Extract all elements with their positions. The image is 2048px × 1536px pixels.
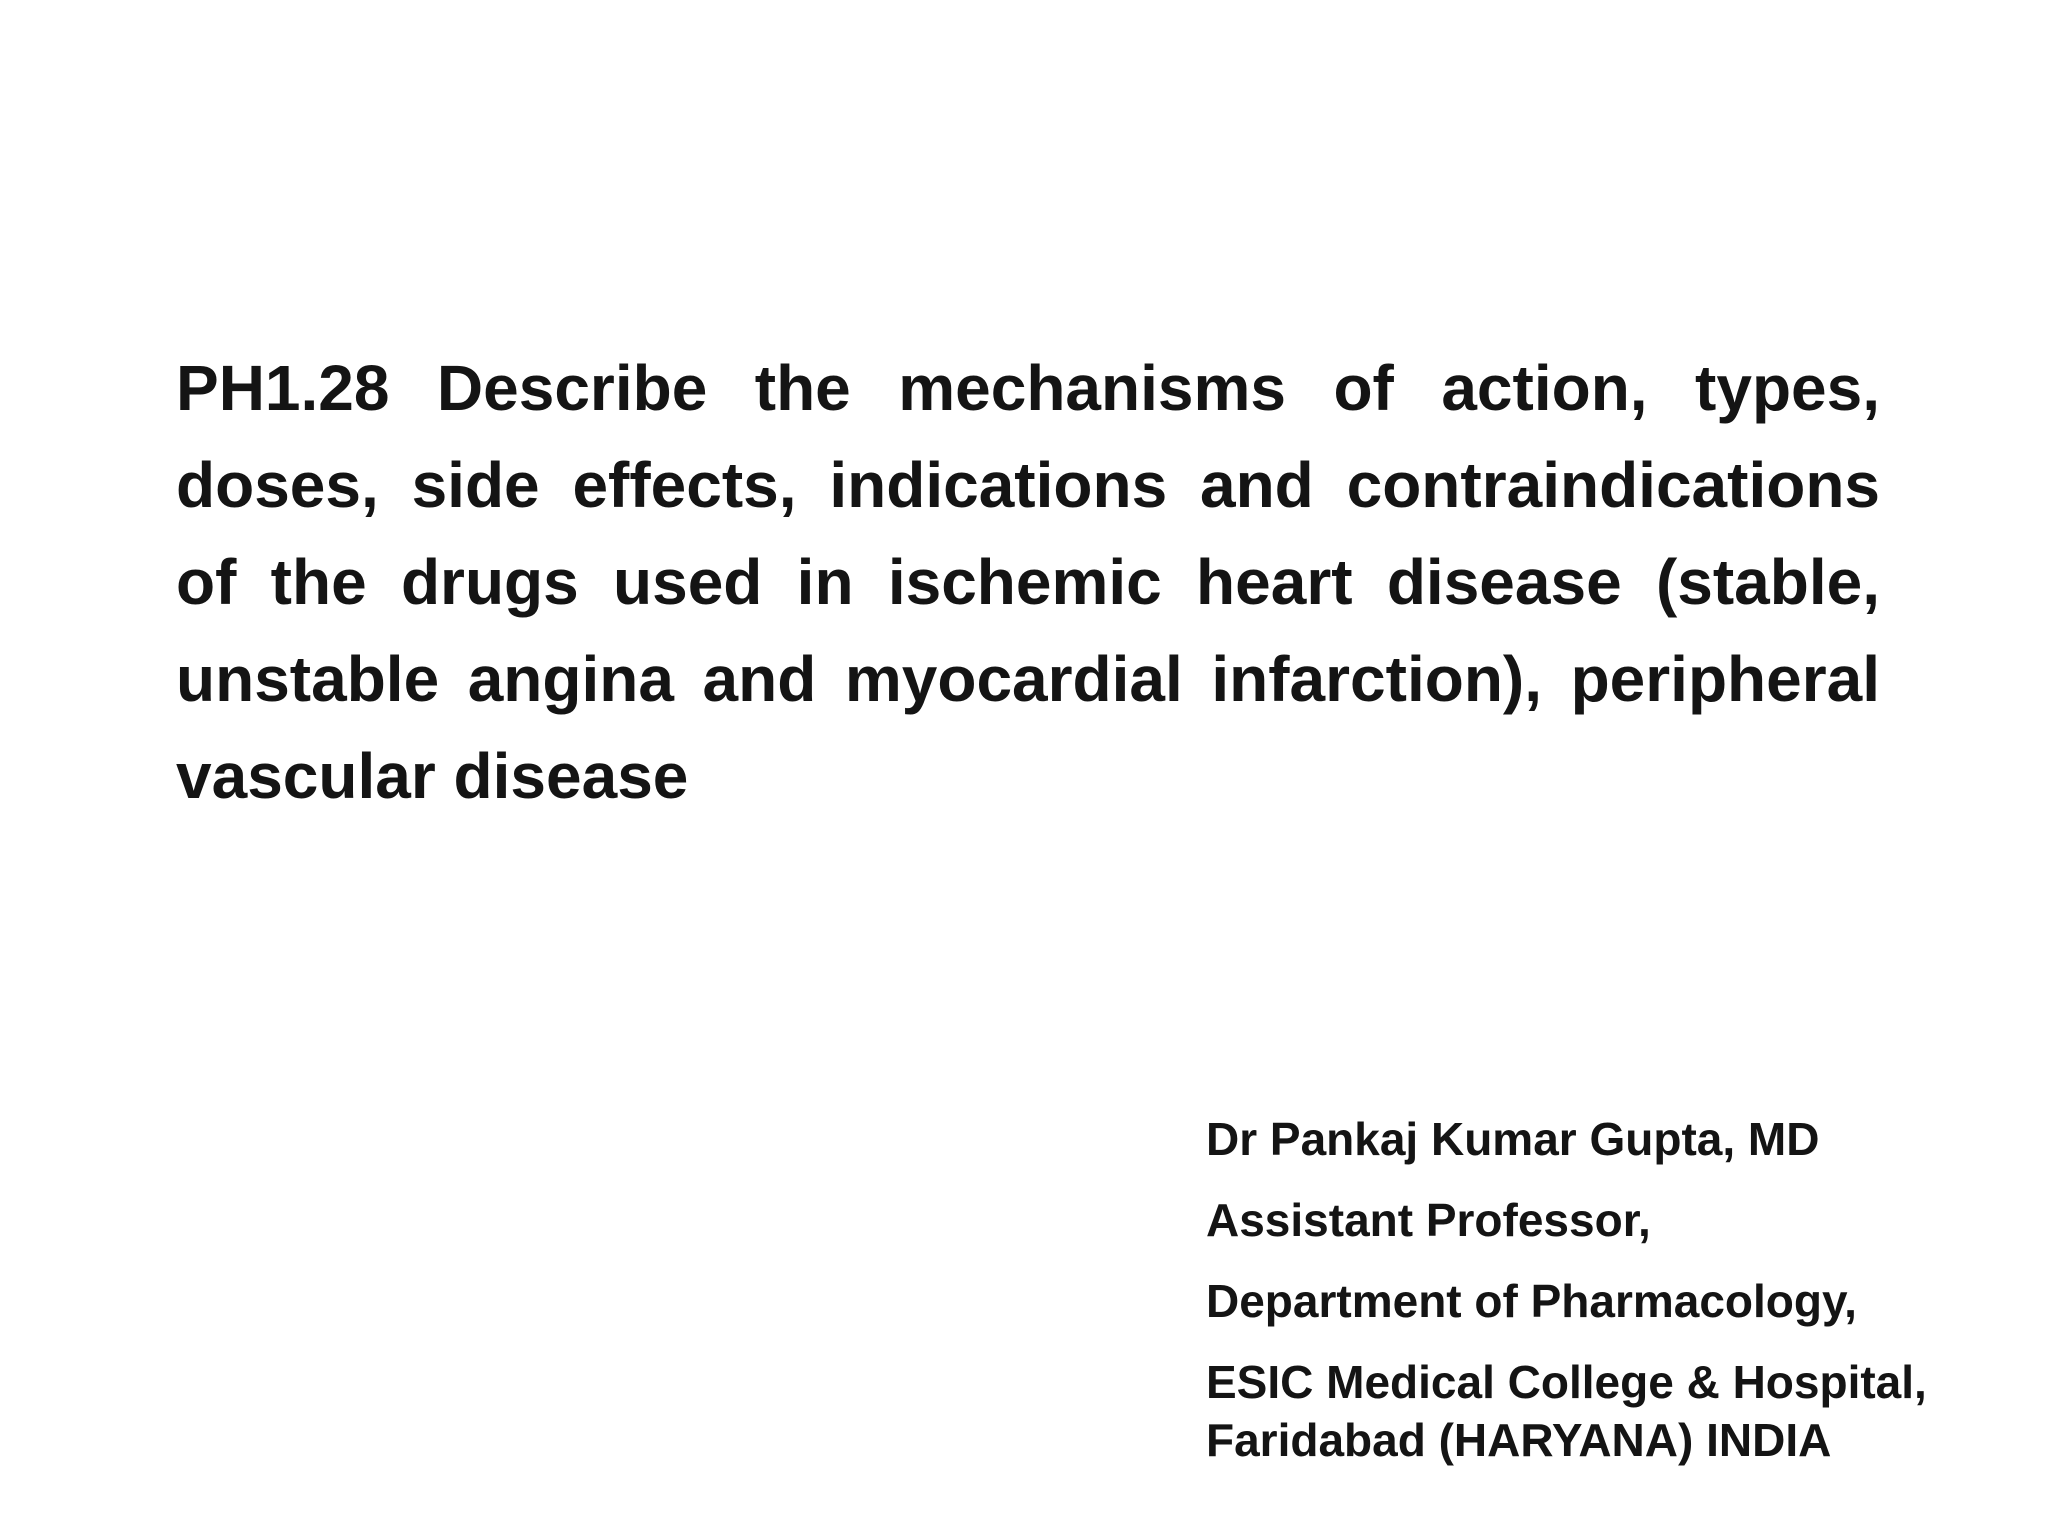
author-department: Department of Pharmacology, [1206, 1275, 1857, 1327]
author-designation: Assistant Professor, [1206, 1194, 1651, 1246]
author-institution: ESIC Medical College & Hospital, [1206, 1356, 1927, 1408]
author-name: Dr Pankaj Kumar Gupta, MD [1206, 1113, 1820, 1165]
slide-title: PH1.28 Describe the mechanisms of action, types, doses, side effects, indications and contraindications of the drugs used in ischemic heart disease (stable, unstable angina and myocardial infarction), peripheral vascular disease [176, 352, 1880, 812]
author-block [1206, 1110, 2026, 1469]
author-location: Faridabad (HARYANA) INDIA [1206, 1414, 1832, 1466]
